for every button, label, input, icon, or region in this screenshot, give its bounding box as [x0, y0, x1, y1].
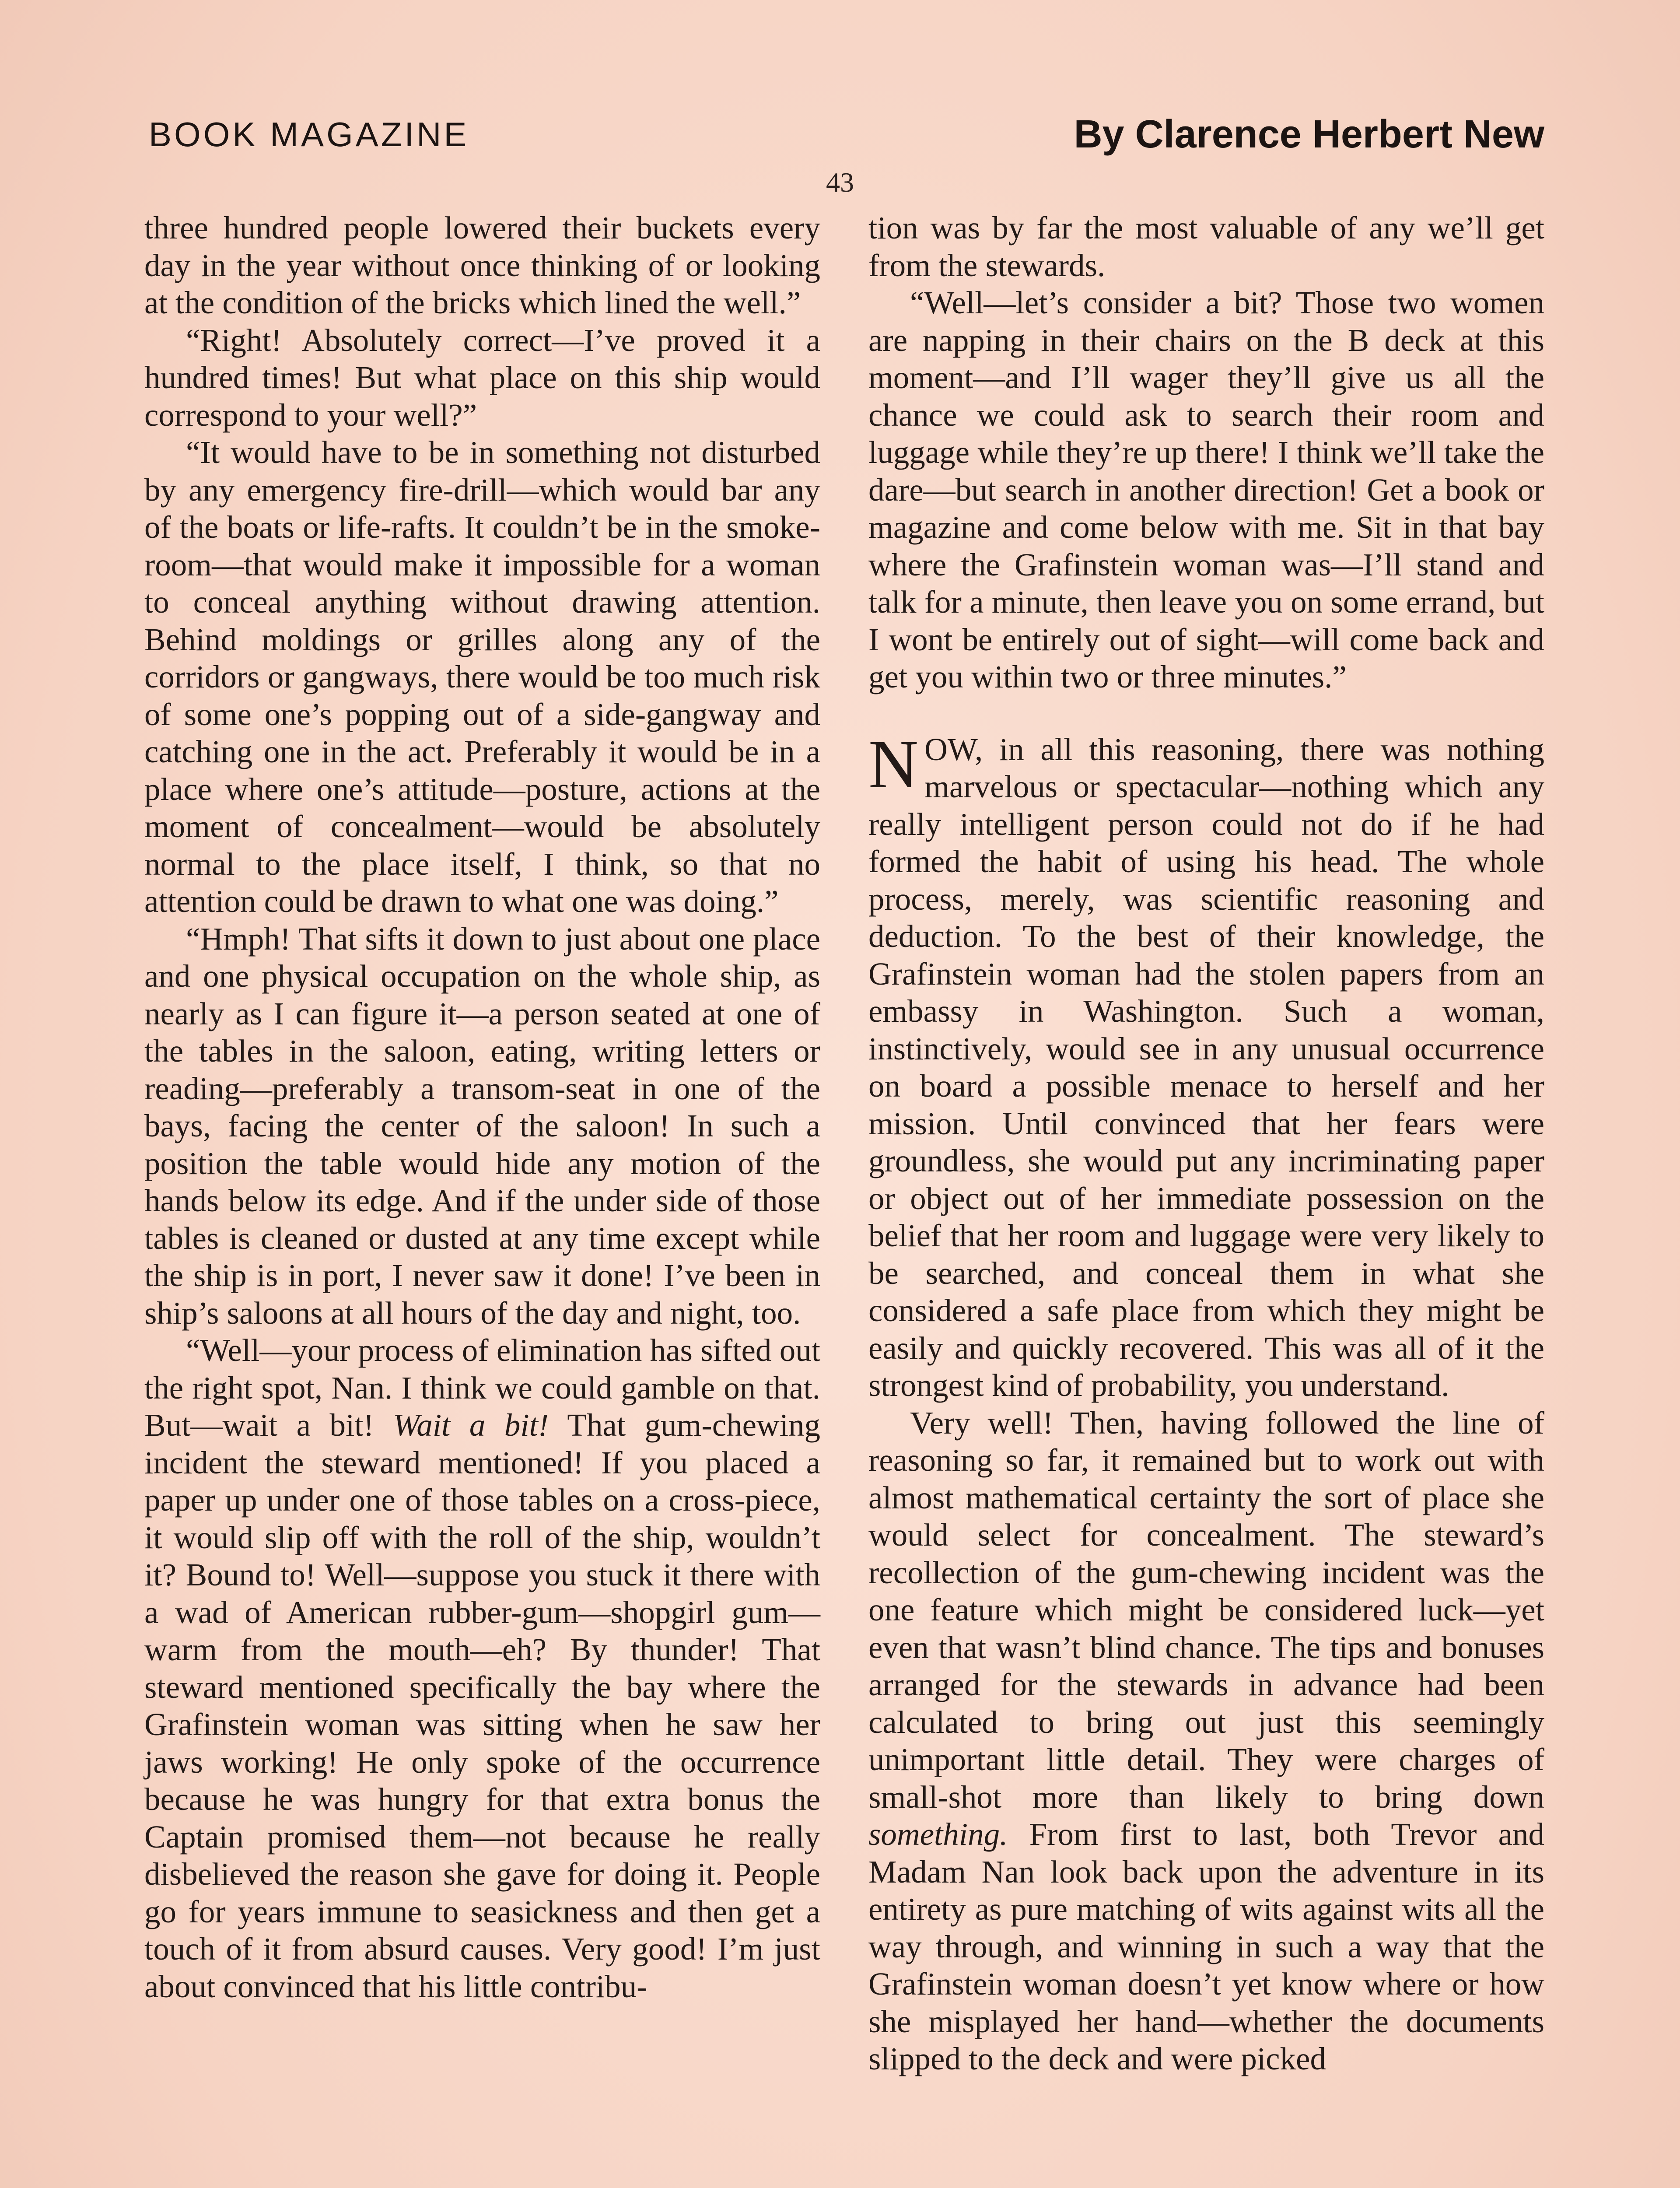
- paragraph: “It would have to be in something not disturbed by any emergency fire-drill—which would bar any of the boats or life-rafts. It couldn’t be in the smoke-room—that would make it impossible for a woman to conceal anything without drawing attention. Behind moldings or grilles along any of the corridors or gangways, there would be too much risk of some one’s popping out of a side-gangway and catching one in the act. Preferably it would be in a place where one’s attitude—posture, actions at the moment of concealment—would be absolutely normal to the place itself, I think, so that no attention could be drawn to what one was doing.”: [144, 435, 820, 919]
- paragraph: three hundred people lowered their buckets every day in the year without once thinking of or looking at the condition of the bricks which lined the well.”: [144, 210, 820, 320]
- paragraph: [144, 1332, 820, 2005]
- paragraph: “Right! Absolutely correct—I’ve proved it a hundred times! But what place on this ship would correspond to your well?”: [144, 322, 820, 433]
- author-byline: By Clarence Herbert New: [1074, 112, 1544, 156]
- magazine-title: BOOK MAGAZINE: [149, 115, 469, 154]
- right-column: [868, 209, 1544, 2078]
- left-column: [144, 209, 820, 2005]
- paragraph: “Hmph! That sifts it down to just about one place and one physical occupation on the whole ship, as nearly as I can figure it—a person seated at one of the tables in the saloon, eating, writing letters or reading—preferably a transom-seat in one of the bays, facing the center of the saloon! In such a position the table would hide any motion of the hands below its edge. And if the under side of those tables is cleaned or dusted at any time except while the ship is in port, I never saw it done! I’ve been in ship’s saloons at all hours of the day and night, too.: [144, 921, 820, 1331]
- paragraph: [868, 1404, 1544, 2078]
- page-number: 43: [826, 167, 854, 198]
- paragraph-text: From first to last, both Trevor and Madam Nan look back upon the adventure in its entirety as pure matching of wits against wits all the way through, and winning in such a way that the Grafinstein woman doesn’t yet know where or how she misplayed her hand—whether the documents slipped to the deck and were picked: [868, 1816, 1544, 2076]
- paragraph: [868, 726, 1544, 1404]
- italic-text: Wait a bit!: [393, 1407, 549, 1443]
- paragraph-text: Very well! Then, having followed the line of reasoning so far, it remained but to work out with almost mathematical certainty the sort of place she would select for concealment. The steward’s recollection of the gum-chewing incident was the one feature which might be considered luck—yet even that wasn’t blind chance. The tips and bonuses arranged for the stewards in advance had been calculated to bring out just this seemingly unimportant little detail. They were charges of small-shot more than likely to bring down: [868, 1405, 1544, 1815]
- paragraph-text: OW, in all this reasoning, there was nothing marvelous or spectacular—nothing which any really intelligent person could not do if he had formed the habit of using his head. The whole process, merely, was scientific reasoning and deduction. To the best of their knowledge, the Grafinstein woman had the stolen papers from an embassy in Washington. Such a woman, instinctively, would see in any unusual occurrence on board a possible menace to herself and her mission. Until convinced that her fears were groundless, she would put any incriminating paper or object out of her immediate possession on the belief that her room and luggage were very likely to be searched, and conceal them in what she considered a safe place from which they might be easily and quickly recovered. This was all of it the strongest kind of probability, you understand.: [868, 731, 1544, 1403]
- italic-text: something.: [868, 1816, 1008, 1852]
- paragraph: “Well—let’s consider a bit? Those two women are napping in their chairs on the B deck at this moment—and I’ll wager they’ll give us all the chance we could ask to search their room and luggage while they’re up there! I think we’ll take the dare—but search in another direction! Get a book or magazine and come below with me. Sit in that bay where the Grafinstein woman was—I’ll stand and talk for a minute, then leave you on some errand, but I wont be entirely out of sight—will come back and get you within two or three minutes.”: [868, 285, 1544, 694]
- paragraph: tion was by far the most valuable of any we’ll get from the stewards.: [868, 210, 1544, 283]
- drop-cap: N: [868, 726, 919, 803]
- page-header: [149, 112, 1544, 163]
- paragraph-text: “Well—your process of elimination has sifted out the right spot, Nan. I think we could gamble on that. But—wait a bit!: [144, 1332, 820, 1443]
- paragraph-text: That gum-chewing incident the steward mentioned! If you placed a paper up under one of those tables on a cross-piece, it would slip off with the roll of the ship, wouldn’t it? Bound to! Well—suppose you stuck it there with a wad of American rubber-gum—shopgirl gum—warm from the mouth—eh? By thunder! That steward mentioned specifically the bay where the Grafinstein woman was sitting when he saw her jaws working! He only spoke of the occurrence because he was hungry for that extra bonus the Captain promised them—not because he really disbelieved the reason she gave for doing it. People go for years immune to seasickness and then get a touch of it from absurd causes. Very good! I’m just about convinced that his little contribu-: [144, 1407, 821, 2004]
